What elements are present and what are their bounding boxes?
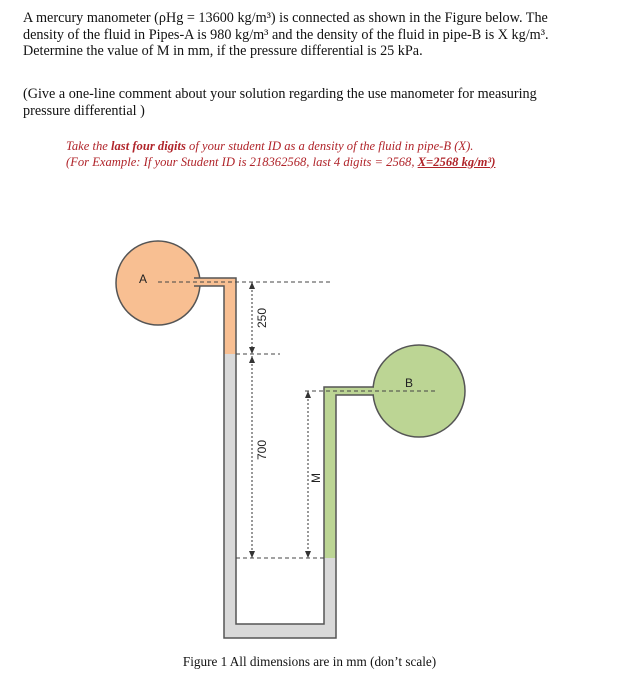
comment-line-1: (Give a one-line comment about your solution regarding the use manometer for measuring bbox=[23, 86, 537, 102]
problem-line-2: density of the fluid in Pipes-A is 980 kg/m³ and the density of the fluid in pipe-B is X kg/m³. bbox=[23, 26, 549, 43]
note-line-2: (For Example: If your Student ID is 218362568, last 4 digits = 2568, X=2568 kg/m³) bbox=[66, 154, 496, 169]
dim-250-arrow-top bbox=[249, 282, 255, 289]
mercury-right-leg bbox=[324, 558, 336, 638]
dim-m-arrow-top bbox=[305, 391, 311, 398]
note-example-value: X=2568 kg/m³) bbox=[417, 154, 496, 169]
dim-700-label: 700 bbox=[255, 439, 269, 461]
fluid-a-column bbox=[224, 278, 236, 354]
dim-700-arrow-top bbox=[249, 356, 255, 363]
mercury-left-leg bbox=[224, 354, 236, 638]
dim-m-label: M bbox=[309, 473, 323, 483]
label-b: B bbox=[405, 376, 414, 390]
dim-m-arrow-bottom bbox=[305, 551, 311, 558]
dim-250-arrow-bottom bbox=[249, 347, 255, 354]
note-emphasis: last four digits bbox=[111, 139, 186, 153]
dim-700-arrow-bottom bbox=[249, 551, 255, 558]
fluid-b-column bbox=[324, 387, 336, 558]
dim-250-label: 250 bbox=[255, 307, 269, 329]
mercury-bottom bbox=[224, 624, 336, 638]
problem-line-3: Determine the value of M in mm, if the pressure differential is 25 kPa. bbox=[23, 43, 423, 59]
note-line-1: Take the last four digits of your student ID as a density of the fluid in pipe-B (X). bbox=[66, 139, 474, 153]
label-a: A bbox=[139, 272, 148, 286]
problem-line-1: A mercury manometer (ρHg = 13600 kg/m³) is connected as shown in the Figure below. The bbox=[23, 10, 548, 26]
figure-caption: Figure 1 All dimensions are in mm (don’t scale) bbox=[182, 654, 437, 669]
tube-outer-wall bbox=[194, 278, 374, 624]
tube-inner-wall bbox=[194, 286, 374, 638]
comment-line-2: pressure differential ) bbox=[23, 102, 145, 119]
